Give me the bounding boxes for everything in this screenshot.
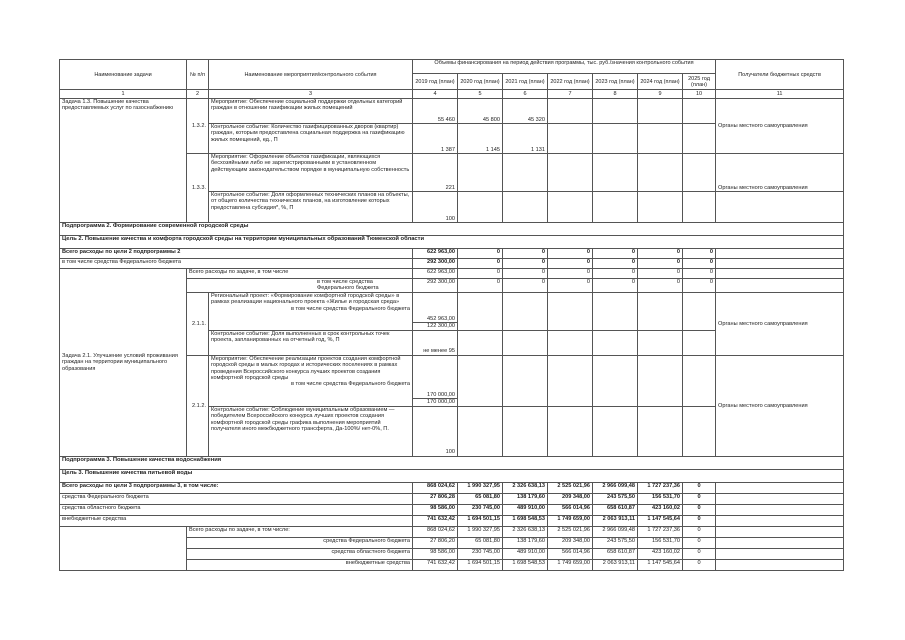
value-cell: 0 [683,279,716,293]
value-cell: 868 024,62 [413,482,458,493]
recipient-cell: Органы местного самоуправления [716,292,844,355]
value-cell: 243 575,50 [593,493,638,504]
row-label: средства областного бюджета [187,548,413,559]
value-cell: 2 966 099,48 [593,482,638,493]
task-name-empty [60,526,187,570]
value-cell: 55 460 [413,99,458,124]
value-cell: 0 [503,279,548,293]
column-number: 5 [458,90,503,99]
row-label: в том числе средства Федерального бюджета [187,279,413,293]
column-number: 6 [503,90,548,99]
subprogram-title: Подпрограмма 2. Формирование современной городской среды [60,223,844,236]
value-sub: 122 300,00 [413,322,457,329]
column-number: 9 [638,90,683,99]
value-cell: 1 749 659,00 [548,559,593,570]
event-text: Контрольное событие: Количество газифицированных дворов (квартир) граждан, которым предоставлена социальная поддержка на газификацию жилых помещений, ед., П [209,124,413,154]
value-cell: 0 [548,269,593,279]
value-cell: 1 749 659,00 [548,515,593,526]
task-name: Задача 2.1. Улучшение условий проживания граждан на территории муниципального образования [60,269,187,457]
value-cell: 0 [683,504,716,515]
value-cell: 741 632,42 [413,515,458,526]
value-cell: 0 [548,259,593,269]
column-number: 11 [716,90,844,99]
column-number: 10 [683,90,716,99]
value-cell: 423 160,02 [638,548,683,559]
value-main: 452 963,00 [427,316,455,322]
value-cell: 622 963,00 [413,269,458,279]
event-text-main: Мероприятие: Обеспечение реализации проектов создания комфортной городской среды в малых городах и исторических поселениях в рамках проведения Всероссийского конкурса лучших проектов создания комфортной городской среды [211,355,401,382]
row-number: 2.1.2. [187,355,209,456]
value-cell: 45 320 [503,99,548,124]
value-cell: 27 806,28 [413,493,458,504]
value-cell: 868 024,62 [413,526,458,537]
value-cell: 230 745,00 [458,504,503,515]
recipient-cell: Органы местного самоуправления [716,154,844,192]
value-cell: 1 147 545,64 [638,515,683,526]
value-cell: 566 014,96 [548,548,593,559]
header-year: 2024 год (план) [638,74,683,90]
financing-table [59,59,844,571]
recipient-cell: Органы местного самоуправления [716,355,844,456]
value-cell: 292 300,00 [413,279,458,293]
recipient-cell: Органы местного самоуправления [716,99,844,154]
value-cell [413,355,458,406]
goal-title: Цель 2. Повышение качества и комфорта городской среды на территории муниципальных образований Тюменской области [60,236,844,249]
value-cell: 0 [683,269,716,279]
value-cell: 0 [458,249,503,259]
value-cell: 0 [458,279,503,293]
row-label: Всего расходы по задаче, в том числе: [187,526,413,537]
value-cell: 0 [683,515,716,526]
value-cell: 741 632,42 [413,559,458,570]
value-cell: 1 131 [503,124,548,154]
row-number: 1.3.2. [187,99,209,154]
value-cell: 1 698 548,53 [503,559,548,570]
value-cell: 0 [503,249,548,259]
header-funding: Объемы финансирования на период действия программы, тыс. руб./значения контрольного события [413,60,716,74]
column-number: 1 [60,90,187,99]
value-cell: 1 387 [413,124,458,154]
value-cell: 65 081,80 [458,537,503,548]
event-text [209,292,413,330]
value-cell: 0 [503,269,548,279]
value-cell: 0 [503,259,548,269]
header-year: 2019 год (план) [413,74,458,90]
event-text: Мероприятие: Оформление объектов газификации, являющихся бесхозяйными либо не зарегистрированными в установленном действующим законодательством порядке в муниципальную собственность [209,154,413,192]
row-label: средства Федерального бюджета [187,537,413,548]
value-cell: 0 [548,249,593,259]
row-number: 2.1.1. [187,292,209,355]
header-year: 2023 год (план) [593,74,638,90]
column-number: 3 [209,90,413,99]
column-number: 7 [548,90,593,99]
value-cell: 0 [593,249,638,259]
value-cell: 138 179,60 [503,493,548,504]
value-cell: 0 [683,493,716,504]
value-cell: 0 [683,548,716,559]
value-cell: 2 063 913,11 [593,559,638,570]
value-cell: 221 [413,154,458,192]
value-cell: 0 [683,259,716,269]
value-cell: 0 [683,249,716,259]
value-cell: 423 160,02 [638,504,683,515]
value-cell: 0 [548,279,593,293]
header-event-name: Наименование мероприятия/контрольного события [209,60,413,90]
value-sub: 170 000,00 [413,398,457,405]
event-text: Мероприятие: Обеспечение социальной поддержки отдельных категорий граждан в отношении газификации жилых помещений [209,99,413,124]
value-cell: 65 081,80 [458,493,503,504]
value-cell: 98 586,00 [413,504,458,515]
event-text-main: Региональный проект: «Формирование комфортной городской среды» в рамках реализации национального проекта «Жилье и городская среда» [211,292,400,306]
value-cell: 0 [638,259,683,269]
row-label: средства Федерального бюджета [60,493,413,504]
row-number: 1.3.3. [187,154,209,223]
value-cell: 100 [413,406,458,456]
value-cell: не менее 95 [413,330,458,355]
column-number: 4 [413,90,458,99]
value-cell: 0 [458,269,503,279]
header-year: 2025 год (план) [683,74,716,90]
value-cell: 27 806,20 [413,537,458,548]
value-cell: 622 963,00 [413,249,458,259]
value-cell: 1 147 545,64 [638,559,683,570]
value-cell: 209 348,00 [548,537,593,548]
value-cell: 209 348,00 [548,493,593,504]
task-name: Задача 1.3. Повышение качества предоставляемых услуг по газоснабжению [60,99,187,223]
value-cell: 138 179,60 [503,537,548,548]
value-cell: 489 910,00 [503,504,548,515]
header-year: 2020 год (план) [458,74,503,90]
value-cell: 2 966 099,48 [593,526,638,537]
value-cell: 0 [638,269,683,279]
value-cell: 0 [683,559,716,570]
value-cell: 2 063 913,11 [593,515,638,526]
value-cell: 566 014,96 [548,504,593,515]
column-number: 2 [187,90,209,99]
value-cell: 1 990 327,95 [458,482,503,493]
budget-table-page [59,59,843,571]
value-cell: 1 727 237,36 [638,482,683,493]
value-cell: 45 800 [458,99,503,124]
value-cell: 489 910,00 [503,548,548,559]
value-cell: 243 575,50 [593,537,638,548]
subprogram-title: Подпрограмма 3. Повышение качества водоснабжения [60,456,844,469]
value-cell: 292 300,00 [413,259,458,269]
value-cell: 2 525 021,96 [548,482,593,493]
value-cell: 2 525 021,96 [548,526,593,537]
value-cell: 2 326 638,13 [503,482,548,493]
value-cell: 0 [683,482,716,493]
header-year: 2022 год (план) [548,74,593,90]
header-task-name: Наименование задачи [60,60,187,90]
value-cell: 1 698 548,53 [503,515,548,526]
event-sub-label: в том числе средства Федерального бюджета [290,381,410,388]
row-label: внебюджетные средства [187,559,413,570]
value-cell: 156 531,70 [638,493,683,504]
event-text: Контрольное событие: Соблюдение муниципальным образованием — победителем Всероссийского конкурса лучших проектов создания комфортной городской среды графика выполнения мероприятий получателя иного межбюджетного трансферта, Да-100%/ нет-0%, П. [209,406,413,456]
value-cell: 1 990 327,95 [458,526,503,537]
value-cell: 1 727 237,36 [638,526,683,537]
value-cell: 658 610,87 [593,548,638,559]
total-label: Всего расходы по цели 3 подпрограммы 3, в том числе: [60,482,413,493]
row-label: внебюджетные средства [60,515,413,526]
value-cell: 0 [638,249,683,259]
total-label: Всего расходы по цели 2 подпрограммы 2 [60,249,413,259]
goal-title: Цель 3. Повышение качества питьевой воды [60,469,844,482]
event-text [209,355,413,406]
header-recipients: Получатели бюджетных средств [716,60,844,90]
value-cell: 100 [413,192,458,223]
value-cell: 1 145 [458,124,503,154]
value-cell: 230 745,00 [458,548,503,559]
value-main: 170 000,00 [427,392,455,398]
value-cell: 0 [683,537,716,548]
value-cell [413,292,458,330]
event-text: Контрольное событие: Доля оформленных технических планов на объекты, от общего количества технических планов, на изготовление которых предоставлена субсидия*, %, П [209,192,413,223]
row-label: в том числе средства Федерального бюджета [60,259,413,269]
column-number: 8 [593,90,638,99]
value-cell: 156 531,70 [638,537,683,548]
value-cell: 1 694 501,15 [458,515,503,526]
value-cell: 0 [593,269,638,279]
value-cell: 0 [683,526,716,537]
header-number: № п/п [187,60,209,90]
row-label: Всего расходы по задаче, в том числе [187,269,413,279]
value-cell: 0 [458,259,503,269]
event-sub-label: в том числе средства Федерального бюджета [290,305,410,312]
header-year: 2021 год (план) [503,74,548,90]
value-cell: 2 326 638,13 [503,526,548,537]
row-label: средства областного бюджета [60,504,413,515]
value-cell: 0 [638,279,683,293]
value-cell: 98 586,00 [413,548,458,559]
event-text: Контрольное событие: Доля выполненных в срок контрольных точек проекта, запланированных на отчетный год, %, П [209,330,413,355]
value-cell: 658 610,87 [593,504,638,515]
value-cell: 1 694 501,15 [458,559,503,570]
value-cell: 0 [593,279,638,293]
value-cell: 0 [593,259,638,269]
